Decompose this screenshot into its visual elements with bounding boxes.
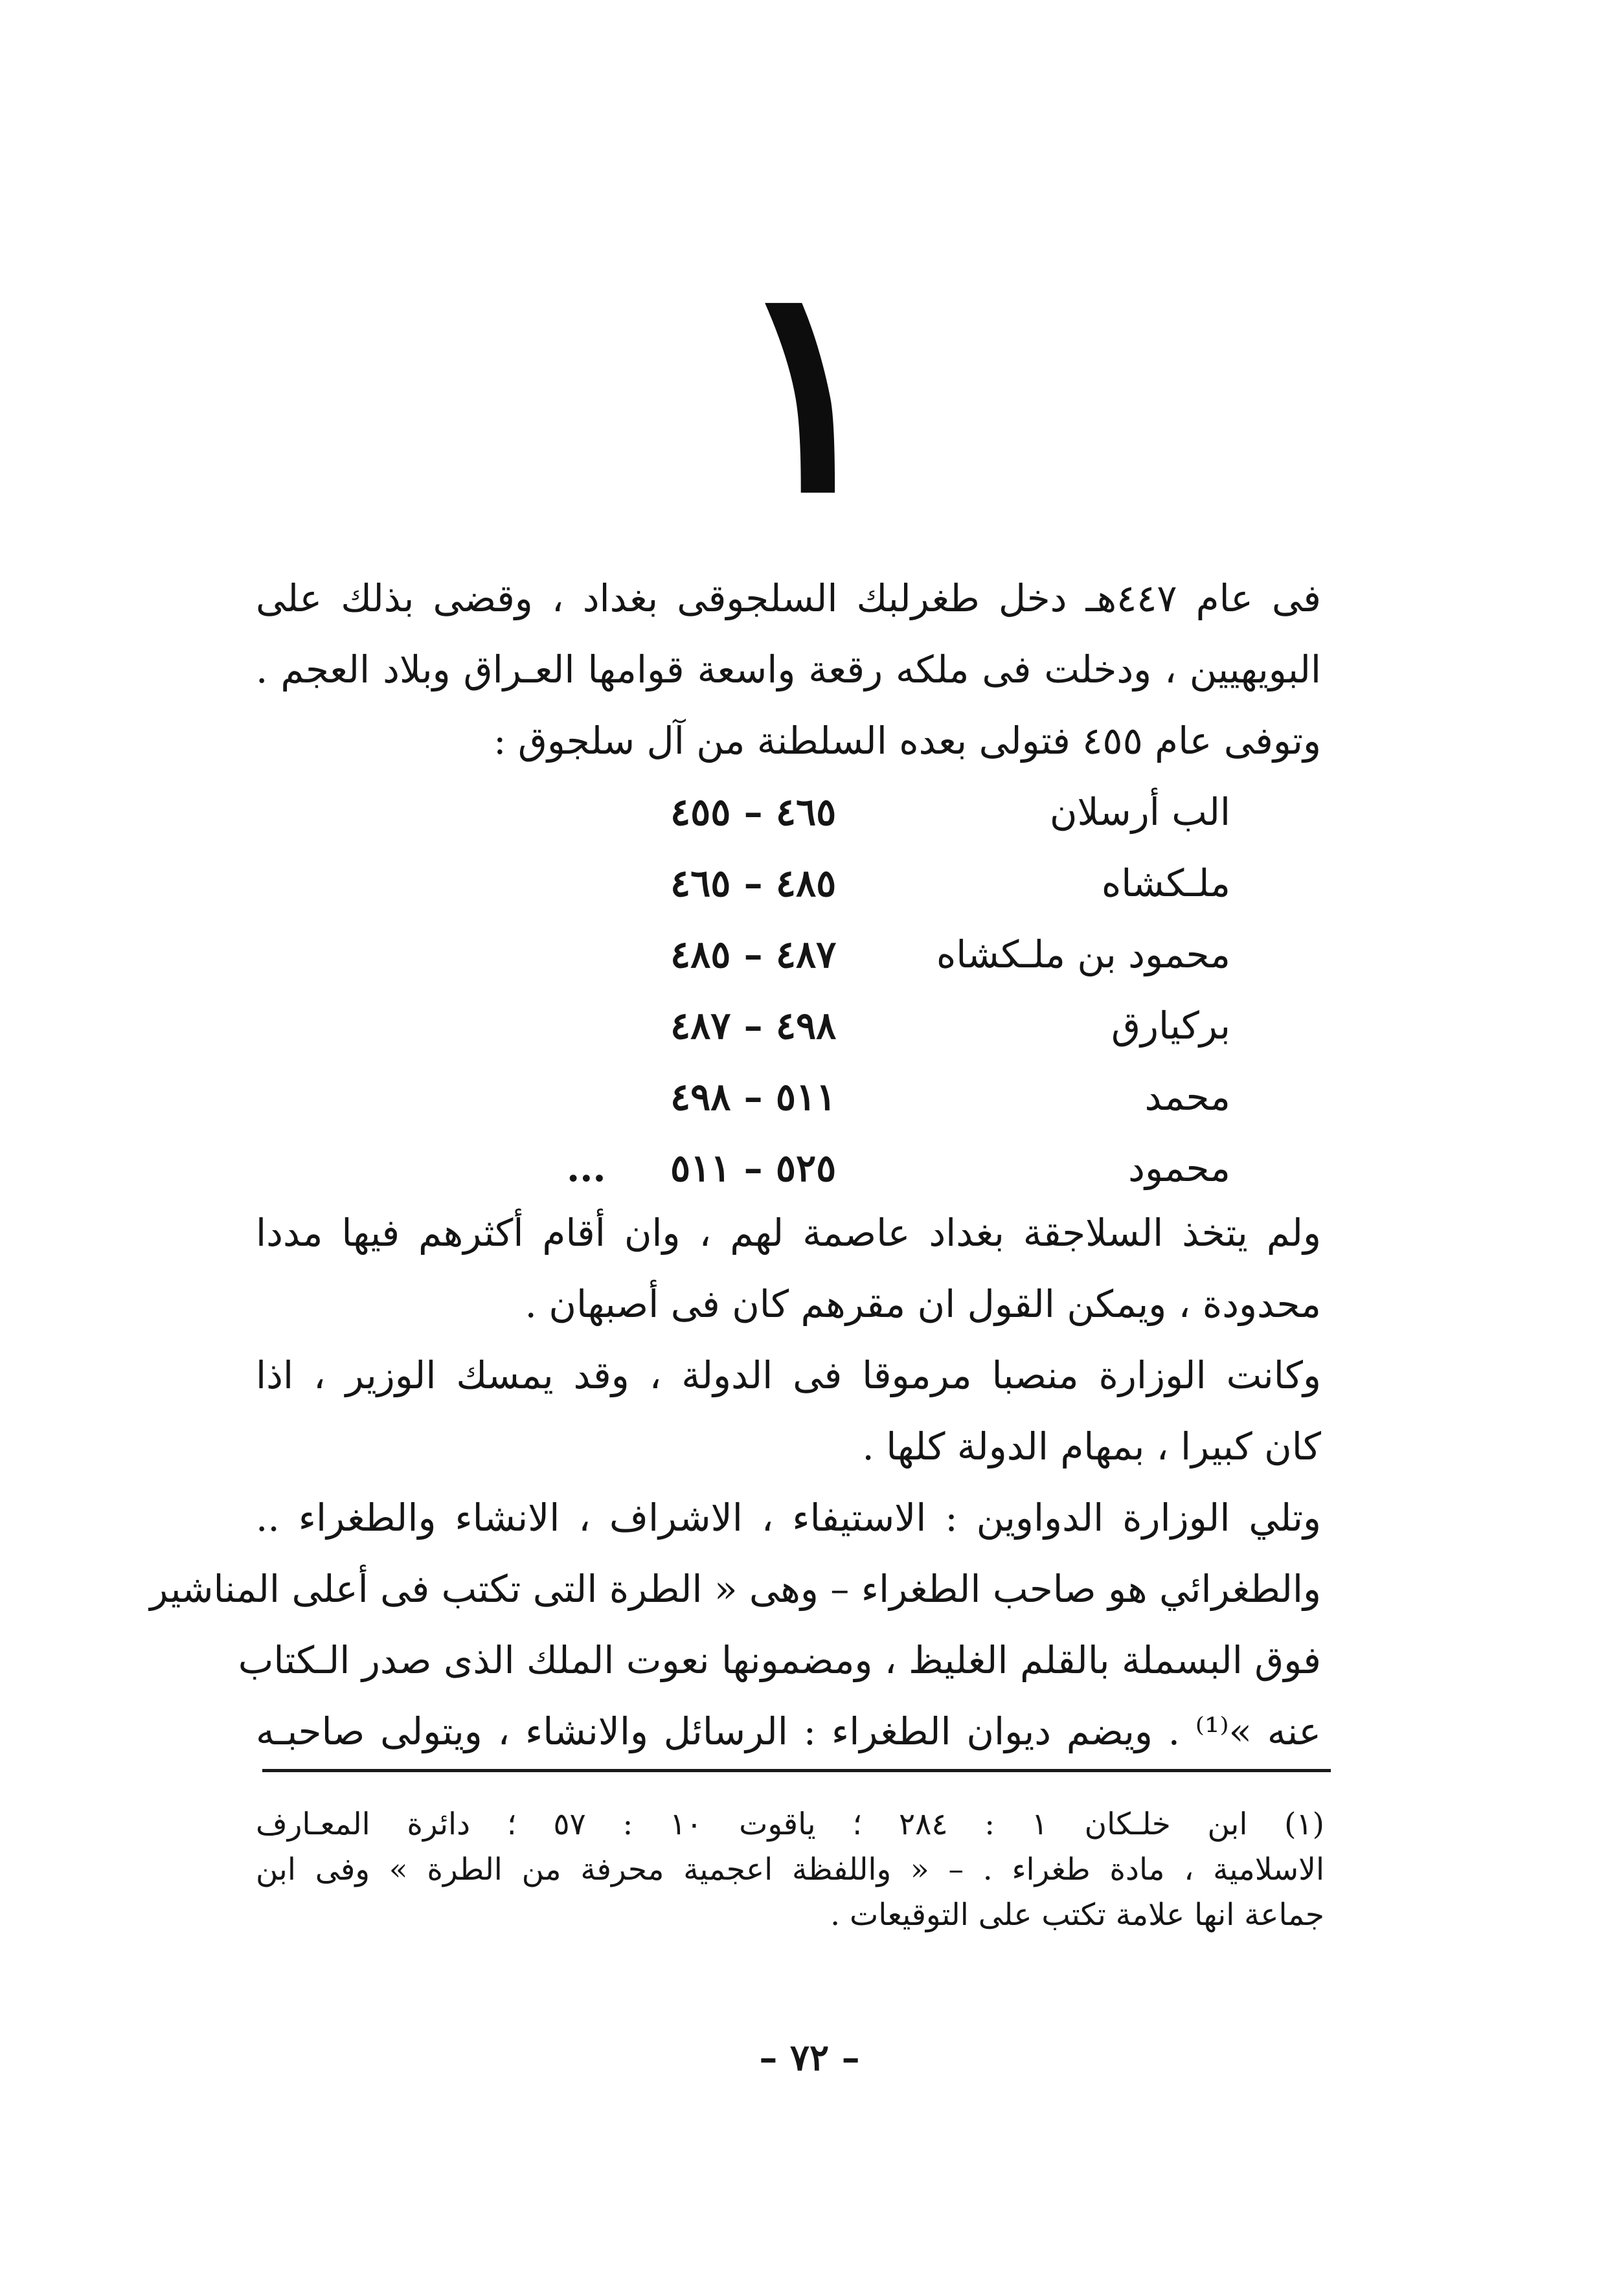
reign-row xyxy=(256,1075,1321,1149)
reign-name: محمود بن ملـكشاه xyxy=(936,932,1230,976)
reign-years: ٥٢٥ – ٥١١ xyxy=(670,1146,837,1190)
footnotes xyxy=(256,1800,1324,1968)
paragraph-line: محدودة ، ويمكن القول ان مقرهم كان فى أصبهان . xyxy=(525,1282,1321,1326)
reign-name: محمود xyxy=(1128,1146,1230,1190)
intro-line: البويهيين ، ودخلت فى ملكه رقعة واسعة قوامها العـراق وبلاد العجم . xyxy=(256,647,1321,692)
paragraph-line: كان كبيرا ، بمهام الدولة كلها . xyxy=(862,1424,1321,1469)
footnote-line: (١) ابن خلـكان ١ : ٢٨٤ ؛ ياقوت ١٠ : ٥٧ ؛ دائرة المعـارف xyxy=(256,1806,1325,1842)
paragraph-line: وتلي الوزارة الدواوين : الاستيفاء ، الاشراف ، الانشاء والطغراء .. xyxy=(256,1496,1321,1540)
reign-years: ٤٨٧ – ٤٨٥ xyxy=(670,932,837,976)
reign-name: ملـكشاه xyxy=(1101,861,1230,905)
paragraph-line: عنه »⁽¹⁾ . ويضم ديوان الطغراء : الرسائل والانشاء ، ويتولى صاحبـه xyxy=(256,1709,1321,1753)
reign-row xyxy=(256,861,1321,936)
intro-line: فى عام ٤٤٧هـ دخل طغرلبك السلجوقى بغداد ، وقضى بذلك على xyxy=(256,576,1321,620)
reign-name: الب أرسلان xyxy=(1049,790,1230,834)
footnote-line: جماعة انها علامة تكتب على التوقيعات . xyxy=(830,1897,1324,1933)
reign-row xyxy=(256,932,1321,1007)
chapter-number: ١ xyxy=(732,221,887,556)
footnote-separator xyxy=(262,1769,1331,1772)
reign-row xyxy=(256,1004,1321,1078)
reign-name: بركيارق xyxy=(1111,1004,1230,1048)
reign-row xyxy=(256,1146,1321,1221)
reign-row xyxy=(256,790,1321,864)
main-text xyxy=(150,0,1321,1753)
reign-years: ٤٨٥ – ٤٦٥ xyxy=(670,861,837,905)
reign-years: ٤٦٥ – ٤٥٥ xyxy=(670,790,837,834)
intro-line: وتوفى عام ٤٥٥ فتولى بعده السلطنة من آل سلجوق : xyxy=(493,719,1321,763)
page-number: – ٧٢ – xyxy=(759,2036,860,2079)
paragraph-line: فوق البسملة بالقلم الغليظ ، ومضمونها نعوت الملك الذى صدر الـكتاب xyxy=(238,1638,1321,1682)
reign-extra: ... xyxy=(567,1146,606,1190)
paragraph-line: وكانت الوزارة منصبا مرموقا فى الدولة ، وقد يمسك الوزير ، اذا xyxy=(256,1353,1321,1397)
reign-years: ٤٩٨ – ٤٨٧ xyxy=(670,1004,837,1048)
paragraph-line: ولم يتخذ السلاجقة بغداد عاصمة لهم ، وان أقام أكثرهم فيها مددا xyxy=(256,1211,1321,1255)
reign-name: محمد xyxy=(1144,1075,1230,1119)
paragraph-line: والطغرائي هو صاحب الطغراء – وهى « الطرة التى تكتب فى أعلى المناشير xyxy=(150,1567,1321,1611)
footnote-line: الاسلامية ، مادة طغراء . – « واللفظة اعجمية محرفة من الطرة » وفى ابن xyxy=(256,1852,1325,1887)
reign-years: ٥١١ – ٤٩٨ xyxy=(670,1075,837,1119)
